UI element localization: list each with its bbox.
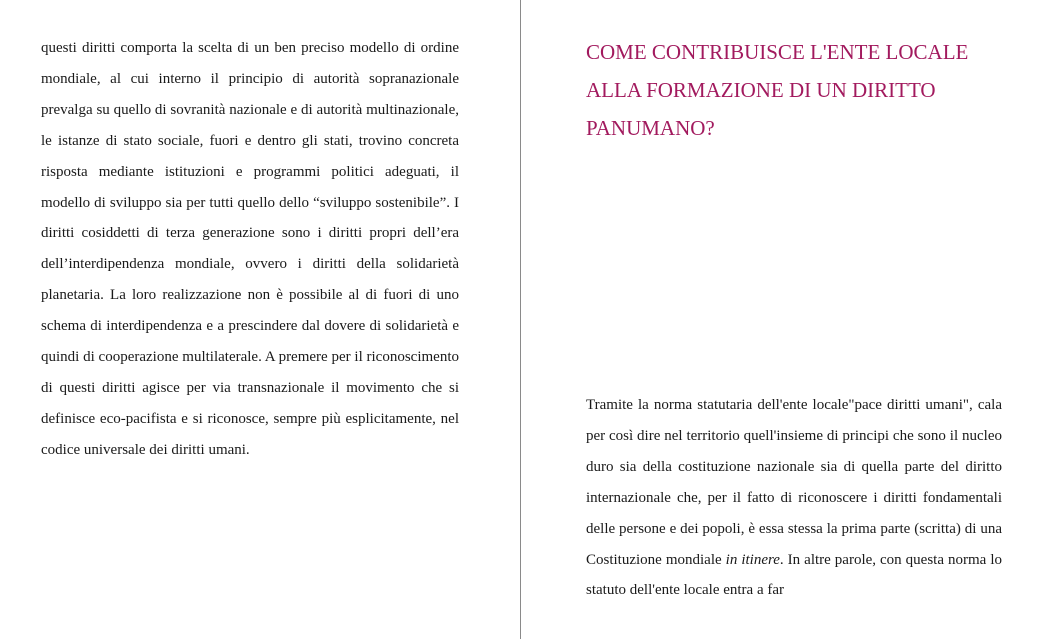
left-page: [0, 0, 520, 639]
paragraph-italic-term: in itinere: [725, 551, 780, 568]
paragraph-text-end: . In altre parole, con questa norma lo statuto dell'ente locale entra a far: [586, 551, 1002, 599]
paragraph-text-start: Tramite la norma statutaria dell'ente locale"pace diritti umani", cala per così dire nel territorio quell'insieme di principi che sono il nucleo duro sia della costituzione nazionale sia di quella parte del diritto internazionale che, per il fatto di riconoscere i diritti fondamentali delle persone e dei popoli, è essa stessa la prima parte (scritta) di una Costituzione mondiale: [586, 397, 1002, 568]
left-page-paragraph: questi diritti comporta la scelta di un ben preciso modello di ordine mondiale, al cui interno il principio di autorità sopranazionale prevalga su quello di sovranità nazionale e di autorità multinazionale, le istanze di stato sociale, fuori e dentro gli stati, trovino concreta risposta mediante istituzioni e programmi politici adeguati, il modello di sviluppo sia per tutti quello dello “sviluppo sostenibile”. I diritti cosiddetti di terza generazione sono i diritti propri dell’era dell’interdipendenza mondiale, ovvero i diritti della solidarietà planetaria. La loro realizzazione non è possibile al di fuori di uno schema di interdipendenza e a prescindere dal dovere di solidarietà e quindi di cooperazione multilaterale. A premere per il riconoscimento di questi diritti agisce per via transnazionale il movimento che si definisce eco-pacifista e si riconosce, sempre più esplicitamente, nel codice universale dei diritti umani.: [41, 40, 459, 458]
right-page: [522, 0, 1044, 639]
section-heading: COME CONTRIBUISCE L'ENTE LOCALE ALLA FORMAZIONE DI UN DIRITTO PANUMANO?: [586, 40, 969, 140]
page-divider: [520, 0, 521, 639]
right-page-paragraph: [586, 390, 1002, 606]
